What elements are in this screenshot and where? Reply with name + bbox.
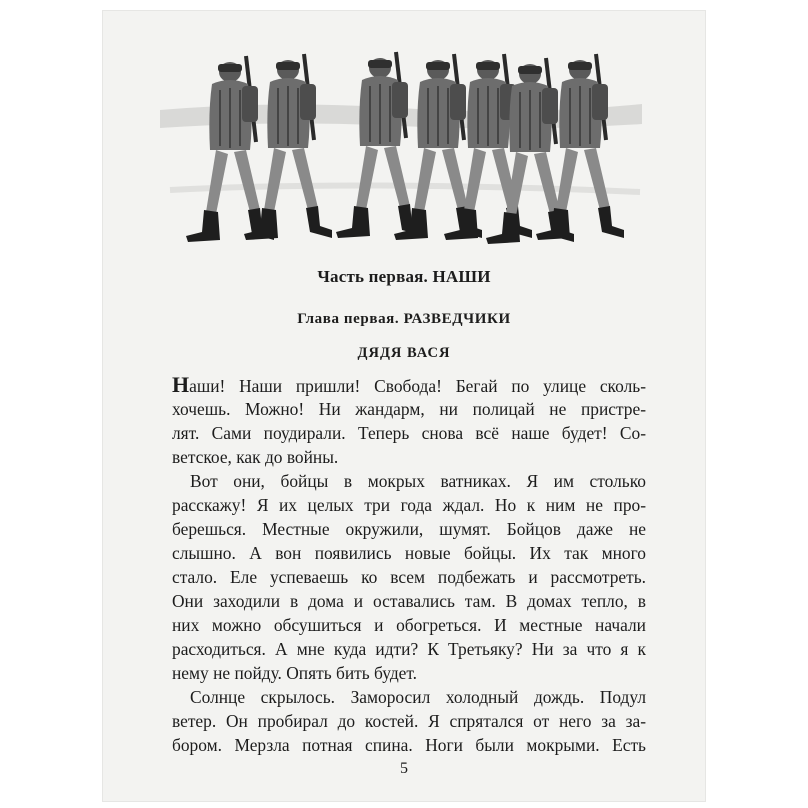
- body-line-14: Солнце скрылось. Заморосил холодный дождь. Подул: [190, 687, 646, 707]
- body-line-13: нему не пойду. Опять бить будет.: [172, 663, 418, 683]
- body-line-4: ветское, как до войны.: [172, 447, 339, 467]
- body-line-10: Они заходили в дома и оставались там. В домах тепло, в: [172, 591, 646, 611]
- body-line-5: Вот они, бойцы в мокрых ватниках. Я им столько: [190, 471, 646, 491]
- chapter-title: Глава первая. РАЗВЕДЧИКИ: [297, 311, 511, 327]
- soldier-figure-3: [336, 52, 424, 238]
- body-line-9: стало. Еле успеваешь ко всем подбежать и рассмотреть.: [172, 567, 646, 587]
- body-line-15: ветер. Он пробирал до костей. Я спрятался от него за за-: [172, 711, 646, 731]
- body-line-2: хочешь. Можно! Ни жандарм, ни полицай не пристре-: [172, 399, 646, 419]
- section-title: ДЯДЯ ВАСЯ: [357, 345, 451, 361]
- body-line-3: лят. Сами поудирали. Теперь снова всё наше будет! Со-: [172, 423, 646, 443]
- body-line-8: слышно. А вон появились новые бойцы. Их так много: [172, 543, 646, 563]
- drop-cap: Н: [172, 372, 190, 397]
- body-line-1: Наши! Наши пришли! Свобода! Бегай по улице сколь-: [172, 372, 646, 397]
- soldiers-illustration: [160, 40, 642, 250]
- body-line-6: расскажу! Я их целых три года ждал. Но к ним не про-: [172, 495, 646, 515]
- body-line-16: бором. Мерзла потная спина. Ноги были мокрыми. Есть: [172, 735, 646, 755]
- body-line-12: расходиться. А мне куда идти? К Третьяку? Ни за что я к: [172, 639, 646, 659]
- soldier-figure-1: [186, 56, 274, 242]
- part-title: Часть первая. НАШИ: [317, 267, 491, 286]
- body-line-11: них можно обсушиться и обогреться. И местные начали: [172, 615, 646, 635]
- body-line-7: берешься. Местные окружили, шумят. Бойцов даже не: [172, 519, 646, 539]
- page-number: 5: [400, 760, 408, 777]
